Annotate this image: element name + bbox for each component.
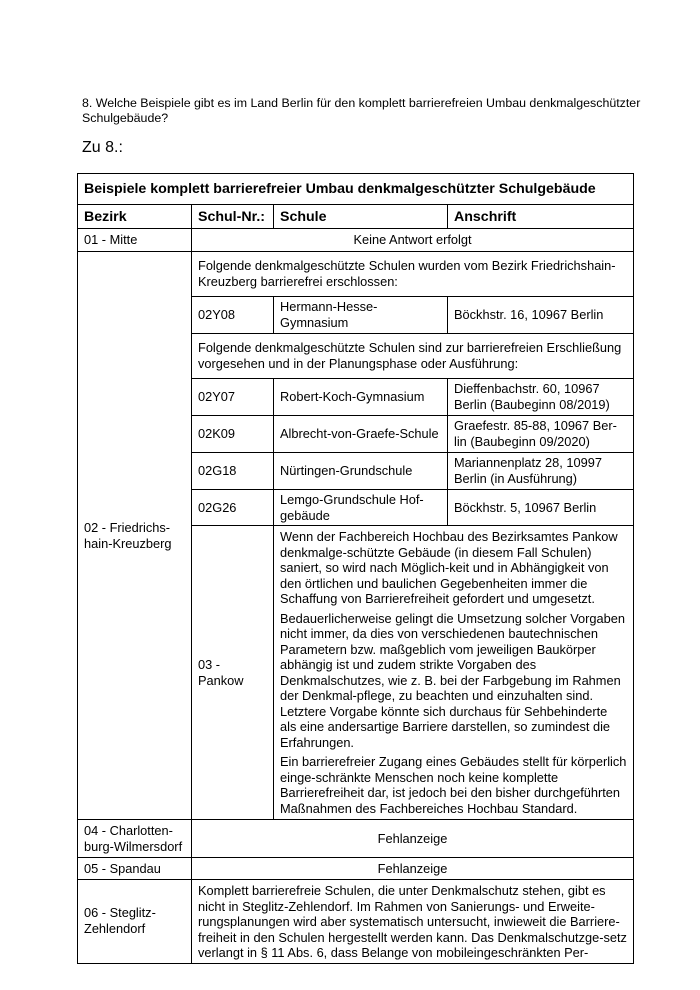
bezirk-cell: 05 - Spandau — [78, 858, 192, 880]
anschrift-cell: Böckhstr. 16, 10967 Berlin — [448, 297, 634, 334]
answer-heading: Zu 8.: — [82, 139, 123, 156]
header-schule: Schule — [274, 205, 448, 229]
schule-cell: Robert-Koch-Gymnasium — [274, 379, 448, 416]
table-header-row — [78, 205, 634, 229]
schule-cell: Albrecht-von-Graefe-Schule — [274, 416, 448, 453]
bezirk-cell: 01 - Mitte — [78, 229, 192, 252]
paragraph: Bedauerlicherweise gelingt die Umsetzung solcher Vorgaben nicht immer, da dies von verschiedenen bautechnischen Parametern bzw. maßgeblich vom jeweiligen Baukörper abhängig ist und zudem strikte Vorgaben des Denkmalschutzes, wie z. B. bei der Farbgebung im Rahmen der Denkmal-pflege, zu beachten und einzuhalten sind. Letztere Vorgabe könnte sich durchaus für Sehbehinderte als eine andersartige Barriere darstellen, so zumindest die Erfahrungen. — [280, 610, 626, 750]
schule-cell: Hermann-Hesse-Gymnasium — [274, 297, 448, 334]
intro-cell: Folgende denkmalgeschützte Schulen sind zur barrierefreien Erschließung vorgesehen und in der Planungsphase oder Ausführung: — [192, 334, 634, 379]
schul-nr-cell: 02G18 — [192, 453, 274, 490]
bezirk-cell: 03 - Pankow — [192, 526, 274, 820]
intro-cell: Folgende denkmalgeschützte Schulen wurden vom Bezirk Friedrichshain-Kreuzberg barrierefrei erschlossen: — [192, 252, 634, 297]
bezirk-cell: 06 - Steglitz-Zehlendorf — [78, 880, 192, 964]
header-bezirk: Bezirk — [78, 205, 192, 229]
table-row — [78, 252, 634, 297]
schule-cell: Nürtingen-Grundschule — [274, 453, 448, 490]
schule-cell: Lemgo-Grundschule Hof-gebäude — [274, 490, 448, 526]
table-row — [78, 880, 634, 964]
anschrift-cell: Graefestr. 85-88, 10967 Ber-lin (Baubeginn 09/2020) — [448, 416, 634, 453]
question-text: 8. Welche Beispiele gibt es im Land Berlin für den komplett barrierefreien Umbau denkmalgeschützter Schulgebäude? — [82, 96, 641, 125]
anschrift-cell: Dieffenbachstr. 60, 10967 Berlin (Baubeginn 08/2019) — [448, 379, 634, 416]
paragraph: Ein barrierefreier Zugang eines Gebäudes stellt für körperlich einge-schränkte Menschen noch keine komplette Barrierefreiheit dar, ist jedoch bei den bisher durchgeführten Maßnahmen des Fachbereiches Hochbau Standard. — [280, 754, 627, 816]
answer-cell: Keine Antwort erfolgt — [192, 229, 634, 252]
header-anschrift: Anschrift — [448, 205, 634, 229]
schul-nr-cell: 02G26 — [192, 490, 274, 526]
paragraph: Wenn der Fachbereich Hochbau des Bezirksamtes Pankow denkmalge-schützte Gebäude (in diesem Fall Schulen) saniert, so wird nach Möglich-keit und in Abhängigkeit von den örtlichen und baulichen Gegebenheiten immer die Schaffung von Barrierefreiheit gefordert und umgesetzt. — [280, 529, 618, 606]
bezirk-cell: 02 - Friedrichs-hain-Kreuzberg — [78, 252, 192, 820]
table-row — [78, 820, 634, 858]
bezirk-cell: 04 - Charlotten-burg-Wilmersdorf — [78, 820, 192, 858]
table-title: Beispiele komplett barrierefreier Umbau denkmalgeschützter Schulgebäude — [78, 174, 634, 205]
schul-nr-cell: 02Y07 — [192, 379, 274, 416]
anschrift-cell: Mariannenplatz 28, 10997 Berlin (in Ausführung) — [448, 453, 634, 490]
answer-cell: Fehlanzeige — [192, 858, 634, 880]
schul-nr-cell: 02Y08 — [192, 297, 274, 334]
answer-cell: Komplett barrierefreie Schulen, die unter Denkmalschutz stehen, gibt es nicht in Steglitz-Zehlendorf. Im Rahmen von Sanierungs- und Erweite-rungsplanungen wird aber systematisch untersucht, inwieweit die Barriere-freiheit in den Schulen hergestellt werden kann. Das Denkmalschutzge-setz verlangt in § 11 Abs. 6, dass Belange von mobileingeschränkten Per- — [192, 880, 634, 964]
header-schul-nr: Schul-Nr.: — [192, 205, 274, 229]
anschrift-cell: Böckhstr. 5, 10967 Berlin — [448, 490, 634, 526]
schul-nr-cell: 02K09 — [192, 416, 274, 453]
answer-cell — [274, 526, 634, 820]
table-row — [78, 858, 634, 880]
table-title-row — [78, 174, 634, 205]
answer-cell: Fehlanzeige — [192, 820, 634, 858]
schools-table — [77, 173, 634, 964]
table-row — [78, 229, 634, 252]
